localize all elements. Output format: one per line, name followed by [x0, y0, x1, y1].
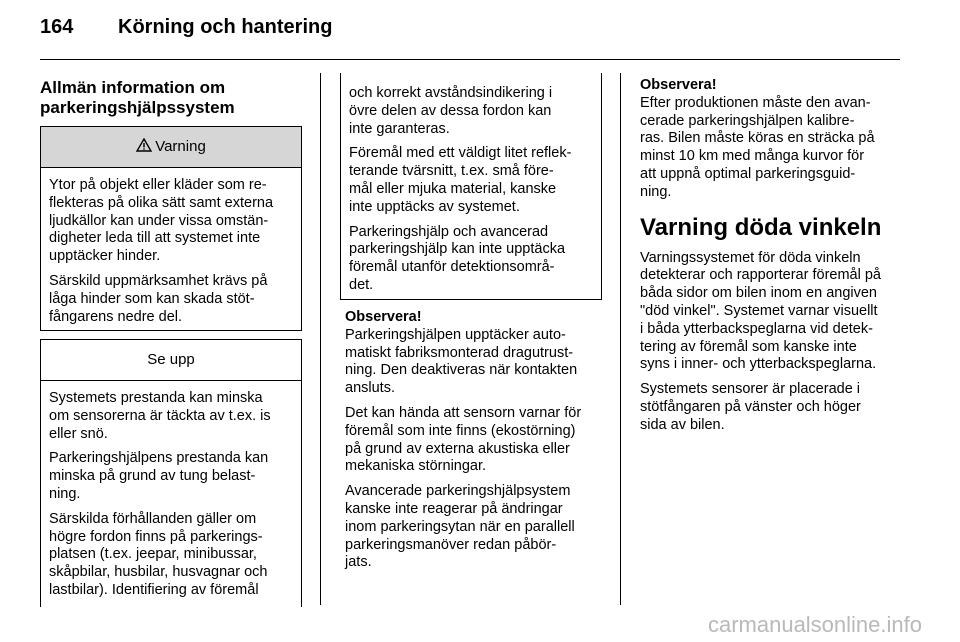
text-line: båda sidor om bilen inom en angiven [640, 285, 877, 302]
paragraph [349, 85, 593, 138]
page-header [40, 16, 332, 39]
paragraph [349, 224, 593, 295]
paragraph [49, 273, 293, 326]
text-line: platsen (t.ex. jeepar, minibussar, [49, 546, 257, 563]
text-line: i båda ytterbackspeglarna vid detek- [640, 320, 873, 337]
text-line: ljudkällor kan under vissa omstän- [49, 212, 269, 229]
text-line: kanske inte reagerar på ändringar [345, 500, 563, 517]
paragraph [349, 145, 593, 216]
text-line: inom parkeringsytan när en parallell [345, 518, 575, 535]
paragraph [640, 250, 902, 375]
text-line: låga hinder som kan skada stöt- [49, 290, 255, 307]
text-line: jats. [345, 554, 372, 571]
column-2-text [345, 309, 607, 579]
text-line: ras. Bilen måste köras en sträcka på [640, 130, 875, 147]
text-line: matiskt fabriksmonterad dragutrust- [345, 344, 574, 361]
text-line: ning. Den deaktiveras när kontakten [345, 362, 578, 379]
heading-line: parkeringshjälpssystem [40, 98, 235, 117]
text-line: parkeringsmanöver redan påbör- [345, 536, 557, 553]
text-line: Avancerade parkeringshjälpsystem [345, 483, 571, 500]
caution-box-body [41, 381, 301, 600]
text-line: inte upptäcks av systemet. [349, 198, 520, 215]
text-line: Systemets prestanda kan minska [49, 390, 263, 406]
text-line: "död vinkel". Systemet varnar visuellt [640, 302, 878, 319]
paragraph [49, 177, 293, 266]
text-line: mål eller mjuka material, kanske [349, 180, 557, 197]
text-line: Efter produktionen måste den avan- [640, 94, 871, 111]
warning-box [40, 126, 302, 331]
text-line: övre delen av dessa fordon kan [349, 102, 552, 119]
chapter-title: Körning och hantering [118, 16, 333, 38]
paragraph [345, 483, 607, 572]
header-rule [40, 59, 900, 60]
column-1 [40, 78, 302, 118]
paragraph [49, 450, 293, 503]
paragraph [345, 327, 607, 398]
column-divider [620, 73, 621, 605]
caution-box-header: Se upp [41, 340, 301, 381]
text-line: och korrekt avståndsindikering i [349, 85, 553, 101]
paragraph [640, 95, 902, 202]
text-line: högre fordon finns på parkerings- [49, 528, 263, 545]
column-divider [320, 73, 321, 605]
watermark: carmanualsonline.info [707, 612, 922, 637]
text-line: Det kan hända att sensorn varnar för [345, 404, 582, 421]
text-line: Särskild uppmärksamhet krävs på [49, 272, 268, 289]
text-line: Ytor på objekt eller kläder som re- [49, 177, 267, 193]
paragraph [345, 405, 607, 476]
text-line: lastbilar). Identifiering av föremål [49, 581, 259, 598]
text-line: att uppnå optimal parkeringsguid- [640, 165, 856, 182]
warning-box-header [41, 127, 301, 168]
text-line: föremål som inte finns (ekostörning) [345, 422, 576, 439]
text-line: Särskilda förhållanden gäller om [49, 510, 257, 527]
caution-box-continued [340, 73, 602, 300]
note-title: Observera! [345, 309, 422, 325]
column-3 [640, 77, 902, 442]
text-line: mekaniska störningar. [345, 458, 487, 475]
heading-line: Allmän information om [40, 78, 226, 97]
text-line: Varningssystemet för döda vinkeln [640, 249, 861, 266]
text-line: sida av bilen. [640, 416, 725, 433]
text-line: minska på grund av tung belast- [49, 468, 256, 485]
paragraph [49, 511, 293, 600]
warning-triangle-icon [136, 138, 152, 152]
text-line: skåpbilar, husbilar, husvagnar och [49, 564, 268, 581]
text-line: ning. [49, 485, 81, 502]
text-line: ansluts. [345, 380, 395, 397]
section-heading-parking [40, 78, 302, 118]
caution-box-continued-body [341, 73, 601, 295]
text-line: cerade parkeringshjälpen kalibre- [640, 112, 855, 129]
text-line: fångarens nedre del. [49, 308, 183, 325]
paragraph [640, 381, 902, 434]
text-line: föremål utanför detektionsområ- [349, 259, 555, 276]
text-line: detekterar och rapporterar föremål på [640, 267, 881, 284]
text-line: syns i inner- och ytterbackspeglarna. [640, 356, 877, 373]
text-line: digheter leda till att systemet inte [49, 230, 261, 247]
text-line: tering av föremål som kanske inte [640, 338, 857, 355]
warning-box-body [41, 168, 301, 326]
section-heading-blind-spot: Varning döda vinkeln [640, 213, 882, 241]
text-line: upptäcker hinder. [49, 248, 161, 265]
text-line: ning. [640, 183, 672, 200]
caution-box [40, 339, 302, 607]
text-line: minst 10 km med många kurvor för [640, 148, 865, 165]
text-line: Parkeringshjälpens prestanda kan [49, 450, 269, 467]
text-line: stötfångaren på vänster och höger [640, 398, 861, 415]
text-line: Parkeringshjälp och avancerad [349, 223, 549, 240]
text-line: det. [349, 276, 374, 293]
text-line: inte garanteras. [349, 120, 450, 137]
text-line: Parkeringshjälpen upptäcker auto- [345, 326, 566, 343]
warning-title: Varning [155, 138, 206, 155]
text-line: flekteras på olika sätt samt externa [49, 194, 274, 211]
paragraph [49, 390, 293, 443]
text-line: parkeringshjälp kan inte upptäcka [349, 241, 566, 258]
note-title: Observera! [640, 77, 717, 93]
page-number: 164 [40, 16, 74, 38]
text-line: Föremål med ett väldigt litet reflek- [349, 145, 572, 162]
text-line: om sensorerna är täckta av t.ex. is [49, 407, 271, 424]
text-line: terande tvärsnitt, t.ex. små före- [349, 163, 554, 180]
text-line: eller snö. [49, 425, 108, 442]
text-line: på grund av externa akustiska eller [345, 440, 570, 457]
text-line: Systemets sensorer är placerade i [640, 381, 861, 398]
